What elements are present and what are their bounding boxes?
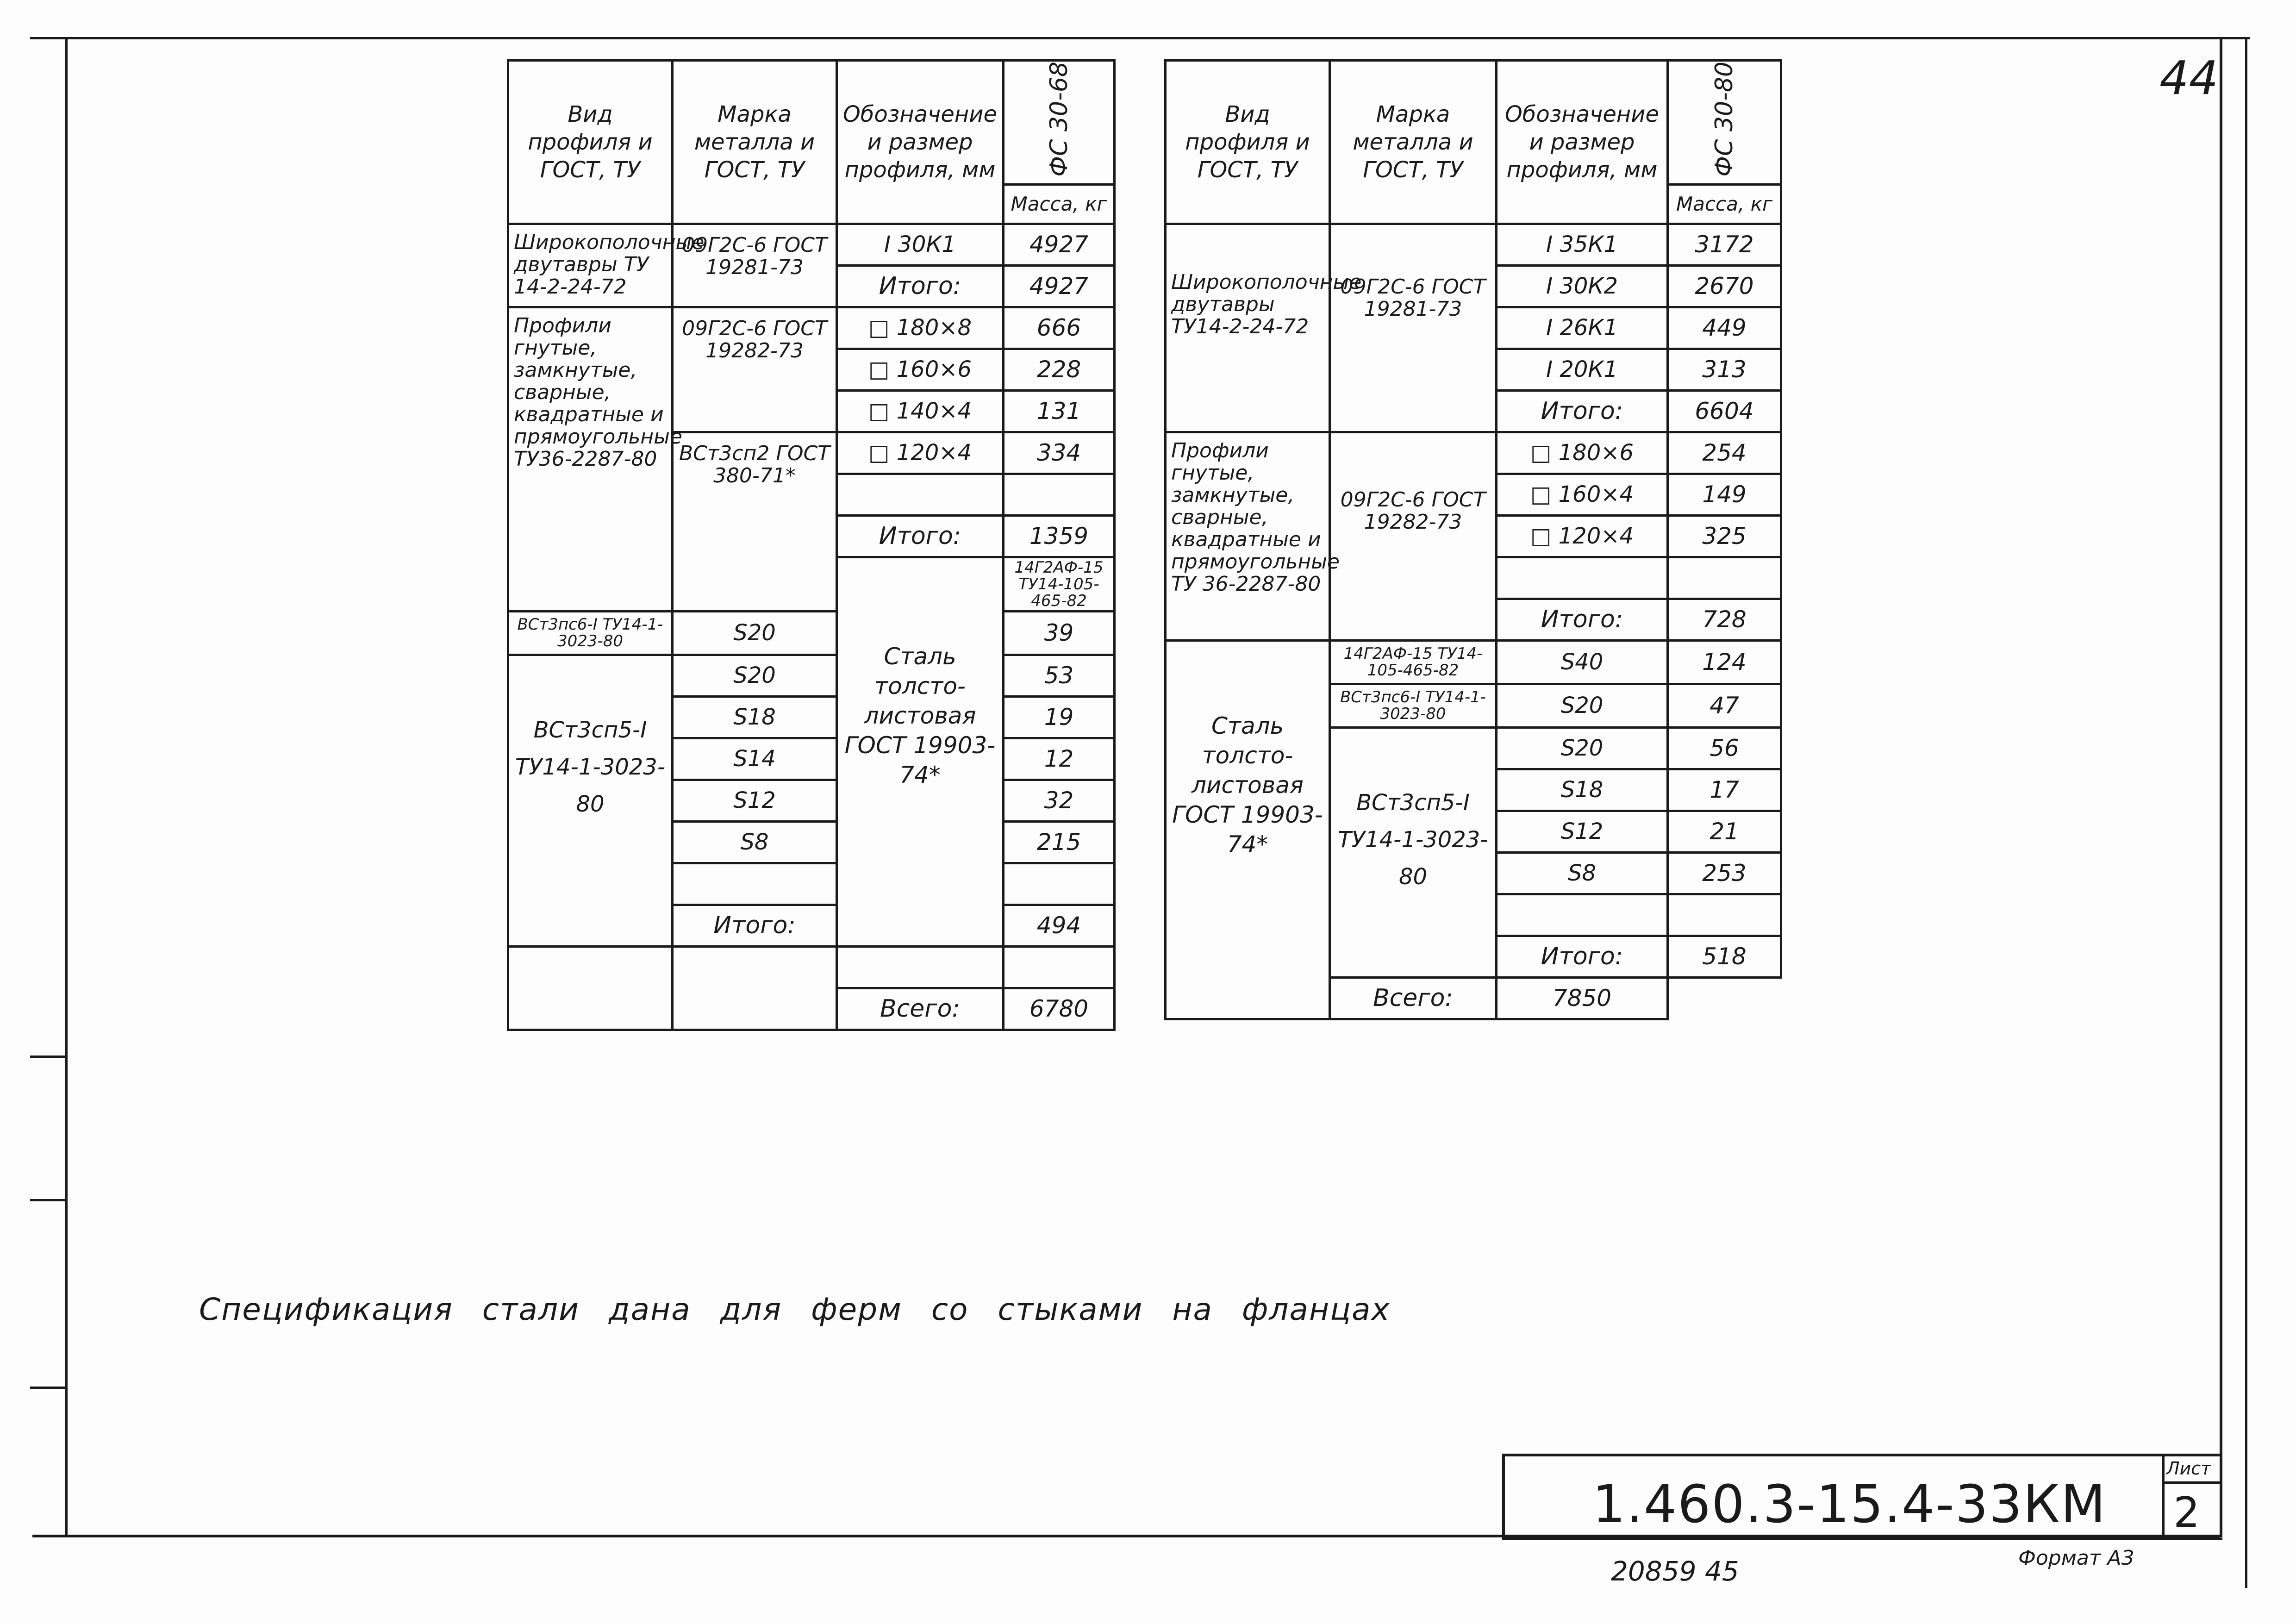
total-mass: 6780	[1004, 988, 1115, 1030]
margin-tick	[30, 1056, 67, 1058]
mass-cell: 215	[1004, 821, 1115, 863]
empty-cell	[1004, 863, 1115, 905]
grade-cell: ВСт3пс6-I ТУ14-1-3023-80	[508, 611, 673, 655]
archive-number: 20859 45	[1611, 1555, 1739, 1587]
subtotal-label: Итого:	[1497, 599, 1668, 640]
mass-cell: 47	[1668, 684, 1781, 727]
total-label: Всего:	[1330, 977, 1497, 1019]
empty-cell	[1497, 894, 1668, 936]
subtotal-label: Итого:	[1497, 390, 1668, 432]
mass-cell: 56	[1668, 727, 1781, 769]
mass-cell: 228	[1004, 349, 1115, 390]
empty-cell	[1004, 474, 1115, 515]
category-cell: Профили гнутые, замкнутые, сварные, квадратные и прямоугольные ТУ36-2287-80	[508, 307, 673, 611]
designation-cell: S20	[1497, 727, 1668, 769]
designation-cell: S14	[673, 738, 837, 780]
mass-cell: 3172	[1668, 224, 1781, 265]
sheet-number: 44	[2159, 51, 2219, 105]
subtotal-label: Итого:	[1497, 936, 1668, 977]
empty-cell	[1668, 894, 1781, 936]
steel-spec-table-right	[1164, 59, 1782, 1020]
empty-cell	[837, 474, 1004, 515]
sheet-divider	[2162, 1481, 2220, 1484]
margin-tick	[30, 1387, 67, 1389]
header-code	[1004, 61, 1115, 185]
specification-note: Спецификация стали дана для ферм со стыками на фланцах	[199, 1292, 1391, 1327]
designation-cell: □ 140×4	[837, 390, 1004, 432]
designation-cell: □ 120×4	[837, 432, 1004, 474]
header-grade: Марка металла и ГОСТ, ТУ	[673, 61, 837, 224]
designation-cell: S20	[673, 611, 837, 655]
designation-cell: □ 160×4	[1497, 474, 1668, 515]
designation-cell: S12	[673, 780, 837, 821]
mass-cell: 4927	[1004, 224, 1115, 265]
mass-cell: 149	[1668, 474, 1781, 515]
total-mass: 7850	[1497, 977, 1668, 1019]
document-code: 1.460.3-15.4-33КМ	[1592, 1474, 2107, 1535]
grade-cell: ВСт3пс6-I ТУ14-1-3023-80	[1330, 684, 1497, 727]
designation-cell: S18	[673, 696, 837, 738]
frame-outer-right-line	[2245, 37, 2247, 1588]
mass-cell: 2670	[1668, 265, 1781, 307]
header-code-text: ФС 30-68	[1045, 62, 1073, 177]
grade-cell: 09Г2С-6 ГОСТ 19282-73	[673, 307, 837, 432]
designation-cell: □ 160×6	[837, 349, 1004, 390]
mass-cell: 19	[1004, 696, 1115, 738]
designation-cell: S8	[1497, 852, 1668, 894]
designation-cell: S12	[1497, 811, 1668, 852]
subtotal-label: Итого:	[837, 265, 1004, 307]
header-code-text: ФС 30-80	[1710, 62, 1738, 177]
subtotal-label: Итого:	[837, 515, 1004, 557]
sheet-value: 2	[2173, 1488, 2200, 1537]
mass-cell: 131	[1004, 390, 1115, 432]
subtotal-mass: 1359	[1004, 515, 1115, 557]
grade-cell: 14Г2АФ-15 ТУ14-105-465-82	[1330, 640, 1497, 684]
designation-cell: S18	[1497, 769, 1668, 811]
subtotal-mass: 518	[1668, 936, 1781, 977]
designation-cell: I 30К1	[837, 224, 1004, 265]
empty-cell	[508, 946, 673, 1030]
frame-left-line	[65, 37, 68, 1537]
empty-cell	[673, 946, 837, 1030]
header-profile: Вид профиля и ГОСТ, ТУ	[508, 61, 673, 224]
subtotal-mass: 6604	[1668, 390, 1781, 432]
mass-cell: 21	[1668, 811, 1781, 852]
mass-cell: 39	[1004, 611, 1115, 655]
empty-cell	[1004, 946, 1115, 988]
header-profile: Вид профиля и ГОСТ, ТУ	[1166, 61, 1330, 224]
mass-cell: 666	[1004, 307, 1115, 349]
designation-cell: □ 180×8	[837, 307, 1004, 349]
mass-cell: 313	[1668, 349, 1781, 390]
mass-cell: 325	[1668, 515, 1781, 557]
mass-cell: 449	[1668, 307, 1781, 349]
margin-tick	[30, 1199, 67, 1201]
header-code	[1668, 61, 1781, 185]
steel-spec-table-left	[507, 59, 1116, 1031]
subtotal-mass: 494	[1004, 905, 1115, 946]
designation-cell: S20	[673, 655, 837, 696]
designation-cell: I 26К1	[1497, 307, 1668, 349]
frame-right-line	[2220, 37, 2222, 1537]
category-cell: Широкополочные двутавры ТУ14-2-24-72	[1166, 224, 1330, 432]
mass-cell: 17	[1668, 769, 1781, 811]
mass-cell: 12	[1004, 738, 1115, 780]
grade-cell: 14Г2АФ-15 ТУ14-105-465-82	[1004, 557, 1115, 611]
header-mass: Масса, кг	[1668, 184, 1781, 224]
designation-cell: □ 120×4	[1497, 515, 1668, 557]
sheet-label: Лист	[2166, 1458, 2211, 1479]
designation-cell: I 20К1	[1497, 349, 1668, 390]
category-cell: Сталь толсто-листовая ГОСТ 19903-74*	[1166, 640, 1330, 1019]
empty-cell	[837, 946, 1004, 988]
header-designation: Обозначение и размер профиля, мм	[1497, 61, 1668, 224]
mass-cell: 334	[1004, 432, 1115, 474]
header-designation: Обозначение и размер профиля, мм	[837, 61, 1004, 224]
category-cell: Сталь толсто-листовая ГОСТ 19903-74*	[837, 557, 1004, 946]
empty-cell	[1497, 557, 1668, 599]
grade-cell: ВСт3сп2 ГОСТ 380-71*	[673, 432, 837, 611]
format-label: Формат А3	[2018, 1546, 2134, 1570]
subtotal-mass: 4927	[1004, 265, 1115, 307]
mass-cell: 124	[1668, 640, 1781, 684]
empty-cell	[673, 863, 837, 905]
grade-cell: 09Г2С-6 ГОСТ 19281-73	[673, 224, 837, 307]
mass-cell: 254	[1668, 432, 1781, 474]
mass-cell: 53	[1004, 655, 1115, 696]
mass-cell: 32	[1004, 780, 1115, 821]
designation-cell: S40	[1497, 640, 1668, 684]
category-cell: Профили гнутые, замкнутые, сварные, квадратные и прямоугольные ТУ 36-2287-80	[1166, 432, 1330, 640]
mass-cell: 253	[1668, 852, 1781, 894]
total-label: Всего:	[837, 988, 1004, 1030]
empty-cell	[1668, 557, 1781, 599]
frame-top-line	[30, 37, 2250, 39]
subtotal-mass: 728	[1668, 599, 1781, 640]
designation-cell: I 30К2	[1497, 265, 1668, 307]
header-grade: Марка металла и ГОСТ, ТУ	[1330, 61, 1497, 224]
subtotal-label: Итого:	[673, 905, 837, 946]
grade-cell: 09Г2С-6 ГОСТ 19282-73	[1330, 432, 1497, 640]
designation-cell: S20	[1497, 684, 1668, 727]
designation-cell: □ 180×6	[1497, 432, 1668, 474]
header-mass: Масса, кг	[1004, 184, 1115, 224]
designation-cell: S8	[673, 821, 837, 863]
grade-cell: ВСт3сп5-I ТУ14-1-3023-80	[1330, 727, 1497, 977]
designation-cell: I 35К1	[1497, 224, 1668, 265]
grade-cell: ВСт3сп5-I ТУ14-1-3023-80	[508, 655, 673, 946]
grade-cell: 09Г2С-6 ГОСТ 19281-73	[1330, 224, 1497, 432]
category-cell: Широкополочные двутавры ТУ 14-2-24-72	[508, 224, 673, 307]
